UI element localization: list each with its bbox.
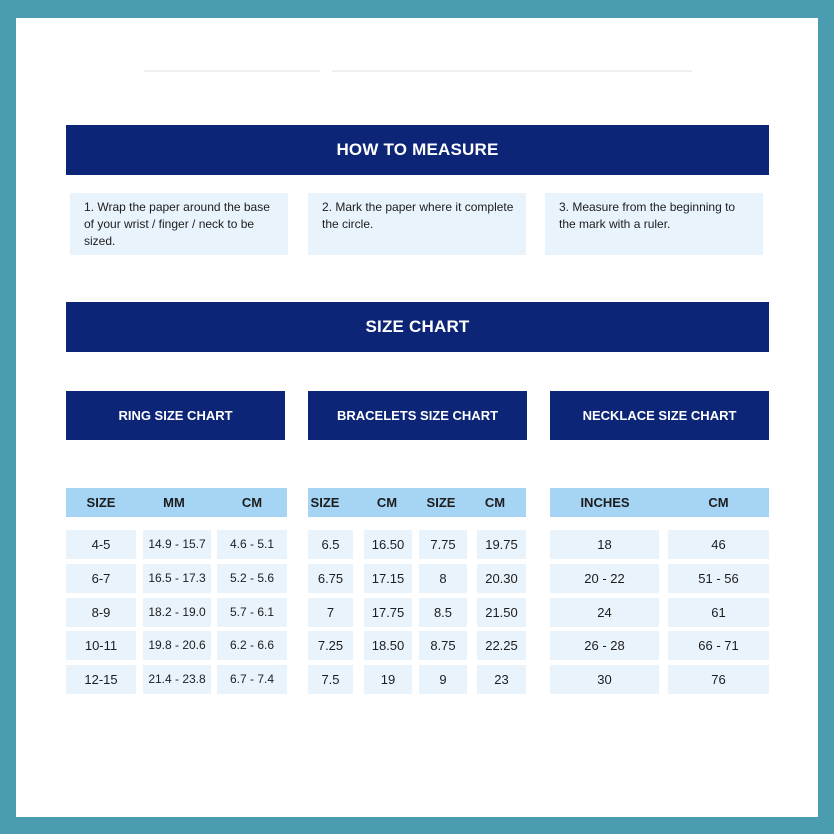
- bracelet-header-cm-2: CM: [484, 495, 506, 510]
- size-guide-card: [16, 18, 818, 817]
- ring-cell: 10-11: [66, 631, 136, 660]
- bracelet-cell: 9: [419, 665, 467, 694]
- bracelet-cell: 16.50: [364, 530, 412, 559]
- necklace-cell: 18: [550, 530, 659, 559]
- bracelet-header-cm-1: CM: [376, 495, 398, 510]
- bracelet-cell: 17.75: [364, 598, 412, 627]
- ring-cell: 14.9 - 15.7: [143, 530, 211, 559]
- measure-step-3: 3. Measure from the beginning to the mark with a ruler.: [545, 193, 763, 255]
- necklace-cell: 76: [668, 665, 769, 694]
- bracelet-cell: 23: [477, 665, 526, 694]
- necklace-header-cm: CM: [708, 495, 729, 510]
- ring-cell: 8-9: [66, 598, 136, 627]
- ring-cell: 5.2 - 5.6: [217, 564, 287, 593]
- ring-cell: 5.7 - 6.1: [217, 598, 287, 627]
- bracelet-cell: 20.30: [477, 564, 526, 593]
- measure-step-2: 2. Mark the paper where it complete the circle.: [308, 193, 526, 255]
- ring-header-mm: MM: [163, 495, 185, 510]
- necklace-size-chart-title: NECKLACE SIZE CHART: [550, 391, 769, 440]
- bracelet-cell: 19.75: [477, 530, 526, 559]
- necklace-cell: 20 - 22: [550, 564, 659, 593]
- ring-cell: 21.4 - 23.8: [143, 665, 211, 694]
- bracelet-header-size-1: SIZE: [310, 495, 340, 510]
- bracelet-cell: 17.15: [364, 564, 412, 593]
- ring-size-chart-title: RING SIZE CHART: [66, 391, 285, 440]
- ring-cell: 4-5: [66, 530, 136, 559]
- bracelet-cell: 21.50: [477, 598, 526, 627]
- bracelet-header-size-2: SIZE: [426, 495, 456, 510]
- necklace-cell: 26 - 28: [550, 631, 659, 660]
- ring-cell: 16.5 - 17.3: [143, 564, 211, 593]
- bracelet-cell: 8: [419, 564, 467, 593]
- bracelet-cell: 8.5: [419, 598, 467, 627]
- size-chart-banner: SIZE CHART: [66, 302, 769, 352]
- necklace-cell: 46: [668, 530, 769, 559]
- ring-header-size: SIZE: [86, 495, 116, 510]
- ring-cell: 19.8 - 20.6: [143, 631, 211, 660]
- bracelet-cell: 8.75: [419, 631, 467, 660]
- measure-step-1: 1. Wrap the paper around the base of your wrist / finger / neck to be sized.: [70, 193, 288, 255]
- ring-cell: 4.6 - 5.1: [217, 530, 287, 559]
- ring-table-header: [66, 488, 287, 517]
- bracelet-table-header: [308, 488, 526, 517]
- how-to-measure-banner: HOW TO MEASURE: [66, 125, 769, 175]
- divider-right: [332, 70, 692, 72]
- ring-cell: 18.2 - 19.0: [143, 598, 211, 627]
- bracelet-cell: 18.50: [364, 631, 412, 660]
- bracelet-cell: 6.75: [308, 564, 353, 593]
- bracelets-size-chart-title: BRACELETS SIZE CHART: [308, 391, 527, 440]
- bracelet-cell: 19: [364, 665, 412, 694]
- ring-cell: 6.7 - 7.4: [217, 665, 287, 694]
- necklace-header-inches: INCHES: [580, 495, 630, 510]
- bracelet-cell: 22.25: [477, 631, 526, 660]
- bracelet-cell: 7.25: [308, 631, 353, 660]
- necklace-cell: 51 - 56: [668, 564, 769, 593]
- bracelet-cell: 7: [308, 598, 353, 627]
- bracelet-cell: 6.5: [308, 530, 353, 559]
- necklace-cell: 24: [550, 598, 659, 627]
- ring-cell: 6-7: [66, 564, 136, 593]
- ring-cell: 6.2 - 6.6: [217, 631, 287, 660]
- bracelet-cell: 7.5: [308, 665, 353, 694]
- divider-left: [144, 70, 320, 72]
- necklace-cell: 66 - 71: [668, 631, 769, 660]
- necklace-cell: 61: [668, 598, 769, 627]
- necklace-cell: 30: [550, 665, 659, 694]
- ring-header-cm: CM: [241, 495, 263, 510]
- bracelet-cell: 7.75: [419, 530, 467, 559]
- necklace-table-header: [550, 488, 769, 517]
- ring-cell: 12-15: [66, 665, 136, 694]
